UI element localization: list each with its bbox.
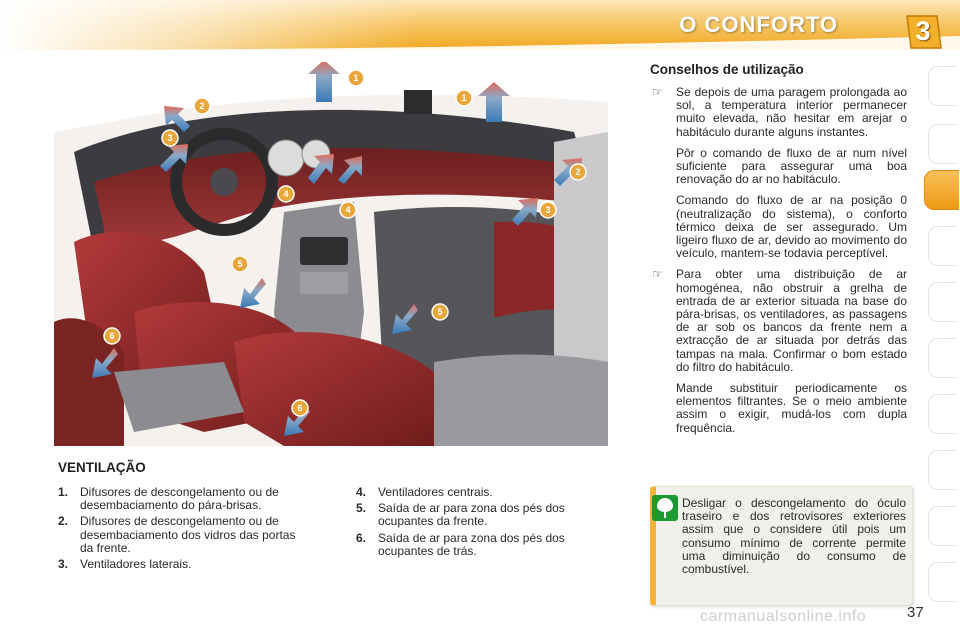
marker-6b: 6 xyxy=(297,403,303,413)
item-text: Difusores de descongelamento ou de desembaciamento dos vidros das portas da frente. xyxy=(80,514,296,555)
marker-4a: 4 xyxy=(283,189,289,199)
chapter-tab-8[interactable] xyxy=(928,450,957,490)
ventilation-list-right xyxy=(356,486,606,561)
item-text: Ventiladores centrais. xyxy=(378,485,493,499)
list-item xyxy=(58,558,308,571)
list-item xyxy=(58,486,308,512)
eco-note-text: Desligar o descongelamento do óculo traseiro e dos retrovisores exteriores assim que o considere útil pois um consumo mínimo de corrente permite uma diminuição do consumo de combustível. xyxy=(682,496,906,577)
item-text: Saída de ar para zona dos pés dos ocupantes da frente. xyxy=(378,501,565,529)
marker-1b: 1 xyxy=(461,93,467,103)
header-swoosh xyxy=(0,36,960,52)
marker-5a: 5 xyxy=(237,259,243,269)
chapter-tab-1[interactable] xyxy=(928,66,957,106)
item-text: Ventiladores laterais. xyxy=(80,557,192,572)
item-text: Saída de ar para zona dos pés dos ocupantes de trás. xyxy=(378,530,565,558)
marker-4b: 4 xyxy=(345,205,351,215)
list-item xyxy=(356,502,606,528)
ventilation-list-left xyxy=(58,486,308,574)
marker-3a: 3 xyxy=(167,133,173,143)
marker-3b: 3 xyxy=(545,205,551,215)
car-interior-illustration xyxy=(54,62,608,446)
chapter-title: O CONFORTO xyxy=(679,12,838,37)
ventilation-title: VENTILAÇÃO xyxy=(58,460,146,475)
interior-drawing xyxy=(54,62,608,446)
chapter-tab-3-active[interactable] xyxy=(924,170,959,210)
chapter-tab-5[interactable] xyxy=(928,282,957,322)
marker-2b: 2 xyxy=(575,167,581,177)
pointing-hand-icon: ☞ xyxy=(652,267,663,282)
list-item xyxy=(58,515,308,555)
tip-paragraph: Pôr o comando de fluxo de ar num nível suficiente para assegurar uma boa renovação do ar no habitáculo. xyxy=(676,145,907,187)
item-number: 5. xyxy=(356,501,367,516)
marker-2a: 2 xyxy=(199,101,205,111)
chapter-tab-2[interactable] xyxy=(928,124,957,164)
list-item xyxy=(356,532,606,558)
marker-5b: 5 xyxy=(437,307,443,317)
tips-list xyxy=(652,86,907,443)
tips-title: Conselhos de utilização xyxy=(650,62,804,77)
chapter-tab-4[interactable] xyxy=(928,226,957,266)
item-number: 6. xyxy=(356,530,367,545)
list-item xyxy=(356,486,606,499)
chapter-tab-9[interactable] xyxy=(928,506,957,546)
chapter-header xyxy=(0,0,960,50)
tip-paragraph: Comando do fluxo de ar na posição 0 (neutralização do sistema), o conforto térmico deixa de ser assegurado. Um ligeiro fluxo de ar, devido ao movimento do veículo, mantem-se todavia perceptível. xyxy=(676,193,907,261)
chapter-tab-10[interactable] xyxy=(928,562,957,602)
tip-paragraph: Mande substituir periodicamente os elementos filtrantes. Se o meio ambiente assim o exigir, mudá-los com dupla frequência. xyxy=(676,381,907,435)
tip-paragraph: Se depois de uma paragem prolongada ao sol, a temperatura interior permanecer muito elevada, não hesitar em arejar o habitáculo durante alguns instantes. xyxy=(676,85,907,139)
item-text: Difusores de descongelamento ou de desembaciamento do pára-brisas. xyxy=(80,485,279,513)
tip-paragraph: Para obter uma distribuição de ar homogénea, não obstruir a grelha de entrada de ar exterior situada na base do pára-brisas, os ventiladores, as passagens de ar sob os bancos da frente nem a extracção de ar situada por detrás das tampas na mala. Confirmar o bom estado do filtro do habitáculo. xyxy=(676,267,907,374)
chapter-number: 3 xyxy=(915,16,931,46)
chapter-tab-6[interactable] xyxy=(928,338,957,378)
eco-note-box xyxy=(650,486,913,606)
leaf-icon xyxy=(652,495,678,521)
chapter-tab-7[interactable] xyxy=(928,394,957,434)
tip-item xyxy=(652,86,907,260)
marker-1a: 1 xyxy=(353,73,359,83)
pointing-hand-icon: ☞ xyxy=(652,85,663,99)
item-number: 3. xyxy=(58,557,69,572)
page-number: 37 xyxy=(907,604,924,621)
item-number: 4. xyxy=(356,485,367,499)
chapter-tabs xyxy=(928,66,960,606)
chapter-number-badge xyxy=(903,14,943,50)
marker-6a: 6 xyxy=(109,331,115,341)
item-number: 2. xyxy=(58,514,69,529)
item-number: 1. xyxy=(58,485,69,499)
watermark: carmanualsonline.info xyxy=(700,608,867,625)
tip-item xyxy=(652,268,907,434)
